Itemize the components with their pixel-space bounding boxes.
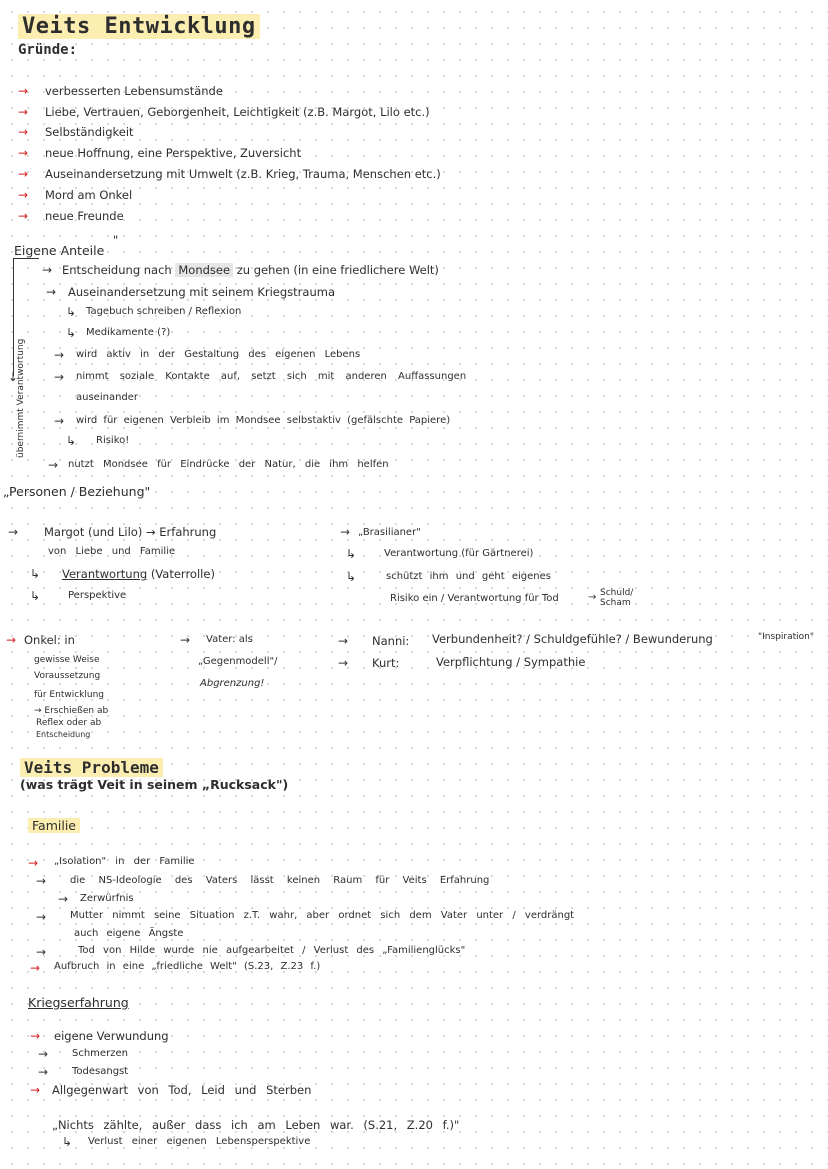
- brasilianer-line: schützt ihm und geht eigenes: [386, 571, 551, 582]
- list-item: neue Hoffnung, eine Perspektive, Zuversicht: [45, 146, 302, 160]
- arrow-icon: →: [18, 167, 29, 181]
- arrow-icon: →: [8, 525, 19, 539]
- arrow-icon: →: [42, 263, 53, 277]
- onkel-line: gewisse Weise: [34, 655, 100, 665]
- familie-heading: Familie: [28, 818, 80, 833]
- onkel-line: für Entwicklung: [34, 690, 104, 700]
- arrow-icon: →: [38, 1047, 49, 1061]
- familie-item: auch eigene Ängste: [74, 928, 184, 939]
- page-title: Veits Entwicklung: [18, 14, 260, 40]
- anteil-item: Auseinandersetzung mit seinem Kriegstrauma: [68, 285, 335, 299]
- kurt-text: Verpflichtung / Sympathie: [436, 655, 586, 669]
- familie-item: Tod von Hilde wurde nie aufgearbeitet / Verlust des „Familienglücks": [78, 945, 466, 956]
- list-item: neue Freunde: [45, 209, 124, 223]
- krieg-item: Allgegenwart von Tod, Leid und Sterben: [52, 1083, 312, 1097]
- vater-line: Abgrenzung!: [200, 678, 265, 689]
- onkel-title: Onkel: in: [24, 633, 75, 647]
- list-item: Liebe, Vertrauen, Geborgenheit, Leichtigkeit (z.B. Margot, Lilo etc.): [45, 105, 430, 119]
- arrow-icon: →: [48, 458, 59, 472]
- anteil-item: wird für eigenen Verbleib im Mondsee selbstaktiv (gefälschte Papiere): [76, 415, 451, 426]
- arrow-icon: →: [338, 634, 349, 648]
- anteile-heading: Eigene Anteile: [14, 243, 105, 258]
- arrow-icon: →: [588, 592, 597, 603]
- sub-arrow-icon: ↳: [66, 434, 77, 448]
- arrow-icon: →: [58, 892, 69, 906]
- margot-line: Verantwortung (Vaterrolle): [62, 567, 215, 581]
- probleme-subheading: (was trägt Veit in seinem „Rucksack"): [20, 777, 289, 792]
- vater-line: „Gegenmodell"/: [198, 656, 278, 667]
- arrow-icon: →: [18, 209, 29, 223]
- anteil-item: Risiko!: [96, 435, 130, 446]
- sub-arrow-icon: ↳: [66, 305, 77, 319]
- arrow-icon: →: [18, 146, 29, 160]
- arrow-icon: →: [36, 910, 47, 924]
- onkel-line: Voraussetzung: [34, 671, 101, 681]
- krieg-quote: „Nichts zählte, außer dass ich am Leben war. (S.21, Z.20 f.)": [52, 1118, 460, 1132]
- sub-arrow-icon: ↳: [66, 326, 77, 340]
- sub-arrow-icon: ↳: [346, 570, 357, 584]
- anteil-item: nimmt soziale Kontakte auf, setzt sich mit anderen Auffassungen: [76, 371, 467, 382]
- probleme-heading: Veits Probleme: [20, 758, 163, 778]
- familie-item: die NS-Ideologie des Vaters lässt keinen Raum für Veits Erfahrung: [70, 875, 490, 886]
- list-item: Selbständigkeit: [45, 125, 134, 139]
- arrow-icon: →: [54, 370, 65, 384]
- sub-arrow-icon: ↳: [30, 567, 41, 581]
- bracket-line: [13, 258, 14, 376]
- margot-line: von Liebe und Familie: [48, 546, 176, 557]
- arrow-icon: →: [340, 525, 351, 539]
- list-item: verbesserten Lebensumstände: [45, 84, 223, 98]
- arrow-icon: →: [30, 961, 41, 975]
- gruende-heading: Gründe:: [18, 42, 78, 58]
- brasilianer-note: Scham: [600, 598, 631, 608]
- nanni-quote: "Inspiration": [758, 632, 814, 642]
- arrow-down-icon: ↓: [8, 370, 19, 384]
- familie-item: Zerwürfnis: [80, 893, 134, 904]
- brasilianer-line: Risiko ein / Verantwortung für Tod: [390, 593, 559, 604]
- sub-arrow-icon: ↳: [62, 1135, 73, 1149]
- brasilianer-line: Verantwortung (für Gärtnerei): [384, 548, 534, 559]
- anteil-item: Medikamente (?): [86, 327, 171, 338]
- margot-line: Margot (und Lilo) → Erfahrung: [44, 525, 217, 539]
- list-item: Mord am Onkel: [45, 188, 133, 202]
- vater-title: Vater: als: [206, 634, 253, 645]
- sub-arrow-icon: ↳: [346, 547, 357, 561]
- onkel-line: Entscheidung: [36, 730, 91, 739]
- anteil-item: Entscheidung nach Mondsee zu gehen (in eine friedlichere Welt): [62, 263, 439, 277]
- brasilianer-note: Schuld/: [600, 588, 634, 598]
- nanni-name: Nanni:: [372, 634, 410, 648]
- arrow-icon: →: [338, 656, 349, 670]
- personen-heading: „Personen / Beziehung": [3, 484, 151, 499]
- arrow-icon: →: [38, 1065, 49, 1079]
- krieg-item: eigene Verwundung: [54, 1029, 169, 1043]
- arrow-icon: →: [28, 856, 39, 870]
- anteil-item: nutzt Mondsee für Eindrücke der Natur, die ihm helfen: [68, 459, 389, 470]
- side-label: übernimmt Verantwortung: [16, 338, 26, 458]
- arrow-icon: →: [180, 633, 191, 647]
- arrow-icon: →: [36, 945, 47, 959]
- arrow-icon: →: [18, 188, 29, 202]
- nanni-text: Verbundenheit? / Schuldgefühle? / Bewunderung: [432, 632, 713, 646]
- arrow-icon: →: [30, 1083, 41, 1097]
- list-item: Auseinandersetzung mit Umwelt (z.B. Krieg, Trauma, Menschen etc.): [45, 167, 441, 181]
- krieg-quote-sub: Verlust einer eigenen Lebensperspektive: [88, 1136, 311, 1147]
- quote-mark: ": [113, 233, 119, 247]
- margot-line: Perspektive: [68, 590, 127, 601]
- arrow-icon: →: [18, 125, 29, 139]
- anteil-item: wird aktiv in der Gestaltung des eigenen Lebens: [76, 349, 361, 360]
- arrow-icon: →: [18, 84, 29, 98]
- krieg-item: Todesangst: [72, 1066, 129, 1077]
- onkel-line: → Erschießen ab: [34, 706, 109, 716]
- arrow-icon: →: [46, 285, 57, 299]
- familie-item: Aufbruch in eine „friedliche Welt" (S.23, Z.23 f.): [54, 961, 321, 972]
- arrow-icon: →: [18, 105, 29, 119]
- sub-arrow-icon: ↳: [30, 589, 41, 603]
- bracket-top: [13, 258, 39, 259]
- arrow-icon: →: [54, 348, 65, 362]
- anteil-item: Tagebuch schreiben / Reflexion: [86, 306, 242, 317]
- familie-item: „Isolation" in der Familie: [54, 856, 195, 867]
- brasilianer-title: „Brasilianer": [358, 527, 421, 538]
- arrow-icon: →: [30, 1029, 41, 1043]
- arrow-icon: →: [36, 874, 47, 888]
- familie-item: Mutter nimmt seine Situation z.T. wahr, aber ordnet sich dem Vater unter / verdrängt: [70, 910, 575, 921]
- onkel-line: Reflex oder ab: [36, 718, 102, 728]
- anteil-item: auseinander: [76, 392, 139, 403]
- arrow-icon: →: [6, 633, 17, 647]
- krieg-item: Schmerzen: [72, 1048, 128, 1059]
- kurt-name: Kurt:: [372, 656, 400, 670]
- krieg-heading: Kriegserfahrung: [28, 995, 129, 1010]
- arrow-icon: →: [54, 414, 65, 428]
